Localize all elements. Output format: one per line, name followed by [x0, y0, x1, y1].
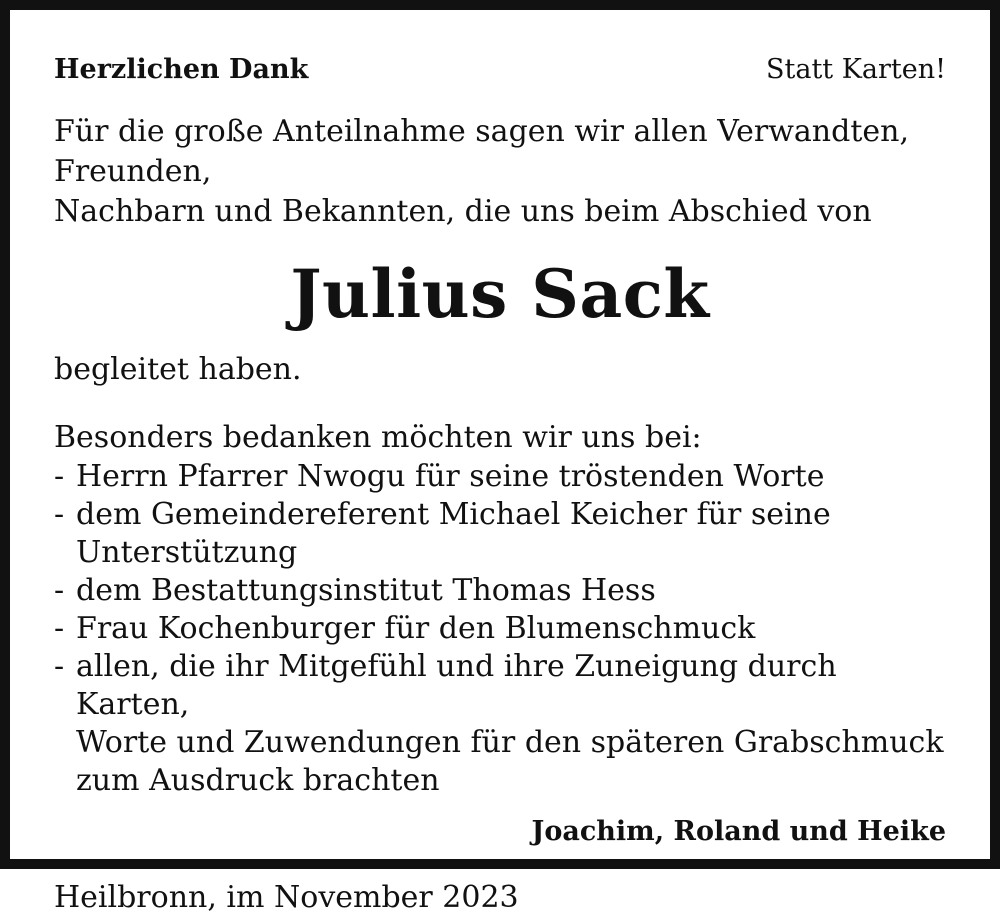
- thanks-item-line: Frau Kochenburger für den Blumenschmuck: [76, 611, 756, 646]
- thanks-item: [54, 610, 946, 648]
- intro-paragraph: [54, 112, 946, 232]
- thanks-item: [54, 572, 946, 610]
- notice-content: [54, 54, 946, 918]
- thanks-item-text: [76, 496, 946, 572]
- thanks-item-line: dem Bestattungsinstitut Thomas Hess: [76, 573, 656, 608]
- thanks-item: [54, 496, 946, 572]
- heading-thanks: Herzlichen Dank: [54, 54, 309, 85]
- deceased-name: Julius Sack: [290, 255, 710, 333]
- thanks-item-line: Herrn Pfarrer Nwogu für seine tröstenden Worte: [76, 459, 825, 494]
- thanks-item-line: allen, die ihr Mitgefühl und ihre Zuneigung durch Karten,: [76, 649, 837, 722]
- signature: Joachim, Roland und Heike: [531, 816, 946, 847]
- list-dash: -: [54, 459, 65, 494]
- place-date: Heilbronn, im November 2023: [54, 880, 519, 915]
- thanks-item-text: [76, 458, 946, 496]
- intro-line-1: Für die große Anteilnahme sagen wir allen Verwandten, Freunden,: [54, 114, 909, 189]
- thanks-item-text: [76, 610, 946, 648]
- thanks-item-text: [76, 648, 946, 800]
- list-dash: -: [54, 497, 65, 532]
- special-thanks-lead: Besonders bedanken möchten wir uns bei:: [54, 420, 702, 455]
- thanks-item-line: Worte und Zuwendungen für den späteren Grabschmuck: [76, 725, 944, 760]
- thanks-item-line: dem Gemeindereferent Michael Keicher für seine Unterstützung: [76, 497, 831, 570]
- list-dash: -: [54, 573, 65, 608]
- thanks-item-line: zum Ausdruck brachten: [76, 763, 440, 798]
- heading-instead-of-cards: Statt Karten!: [766, 54, 946, 85]
- list-dash: -: [54, 649, 65, 684]
- thanks-item: [54, 648, 946, 800]
- list-dash: -: [54, 611, 65, 646]
- thanks-item-text: [76, 572, 946, 610]
- notice-header: [54, 54, 946, 94]
- special-thanks-list: [54, 458, 946, 800]
- thanks-item: [54, 458, 946, 496]
- accompanied-text: begleitet haben.: [54, 352, 302, 387]
- intro-line-2: Nachbarn und Bekannten, die uns beim Abschied von: [54, 194, 872, 229]
